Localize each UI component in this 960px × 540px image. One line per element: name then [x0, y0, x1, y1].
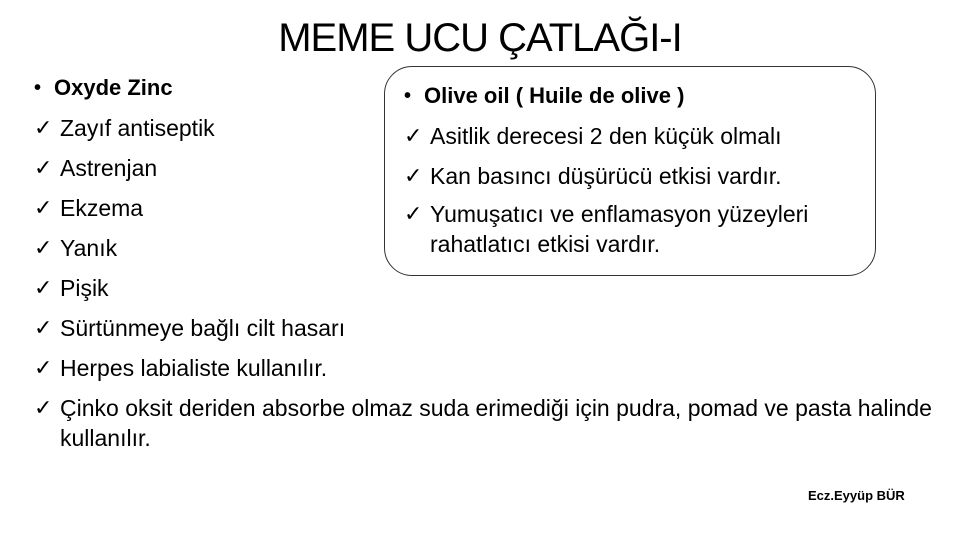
checkmark-icon: ✓ [34, 115, 53, 140]
heading-text: Olive oil ( Huile de olive ) [424, 83, 685, 108]
heading-text: Oxyde Zinc [54, 75, 173, 100]
list-item-text: Asitlik derecesi 2 den küçük olmalı [430, 123, 782, 149]
list-item-text-line: rahatlatıcı etkisi vardır. [430, 231, 661, 257]
list-item-text: Yanık [60, 235, 118, 261]
list-item [404, 156, 872, 196]
checkmark-icon: ✓ [404, 163, 423, 188]
list-item [404, 116, 872, 156]
list-item-text: Pişik [60, 275, 109, 301]
list-item-text [430, 199, 808, 259]
bullet-dot-icon: • [34, 77, 42, 99]
list-item-text: Çinko oksit deriden absorbe olmaz suda erimediği için pudra, pomad ve pasta halinde kullanılır. [60, 395, 932, 451]
list-item-text-line: Yumuşatıcı ve enflamasyon yüzeyleri [430, 201, 809, 227]
list-item-text: Ekzema [60, 195, 144, 221]
list-item [34, 348, 944, 388]
checkmark-icon: ✓ [34, 155, 53, 180]
list-heading [404, 76, 872, 116]
checkmark-icon: ✓ [404, 123, 423, 148]
checkmark-icon: ✓ [34, 355, 53, 380]
list-item-text: Zayıf antiseptik [60, 115, 215, 141]
slide-title: MEME UCU ÇATLAĞI-I [278, 16, 682, 60]
list-item-text: Sürtünmeye bağlı cilt hasarı [60, 315, 346, 341]
checkmark-icon: ✓ [404, 201, 423, 226]
list-item [404, 199, 872, 259]
checkmark-icon: ✓ [34, 235, 53, 260]
list-item-text: Kan basıncı düşürücü etkisi vardır. [430, 163, 782, 189]
checkmark-icon: ✓ [34, 275, 53, 300]
bullet-dot-icon: • [404, 85, 412, 107]
checkmark-icon: ✓ [34, 315, 53, 340]
list-item [34, 308, 944, 348]
olive-oil-list [404, 76, 872, 259]
checkmark-icon: ✓ [34, 395, 53, 420]
author-credit: Ecz.Eyyüp BÜR [808, 488, 905, 503]
list-item [34, 393, 944, 453]
list-item-text: Astrenjan [60, 155, 158, 181]
checkmark-icon: ✓ [34, 195, 53, 220]
list-item-text: Herpes labialiste kullanılır. [60, 355, 328, 381]
